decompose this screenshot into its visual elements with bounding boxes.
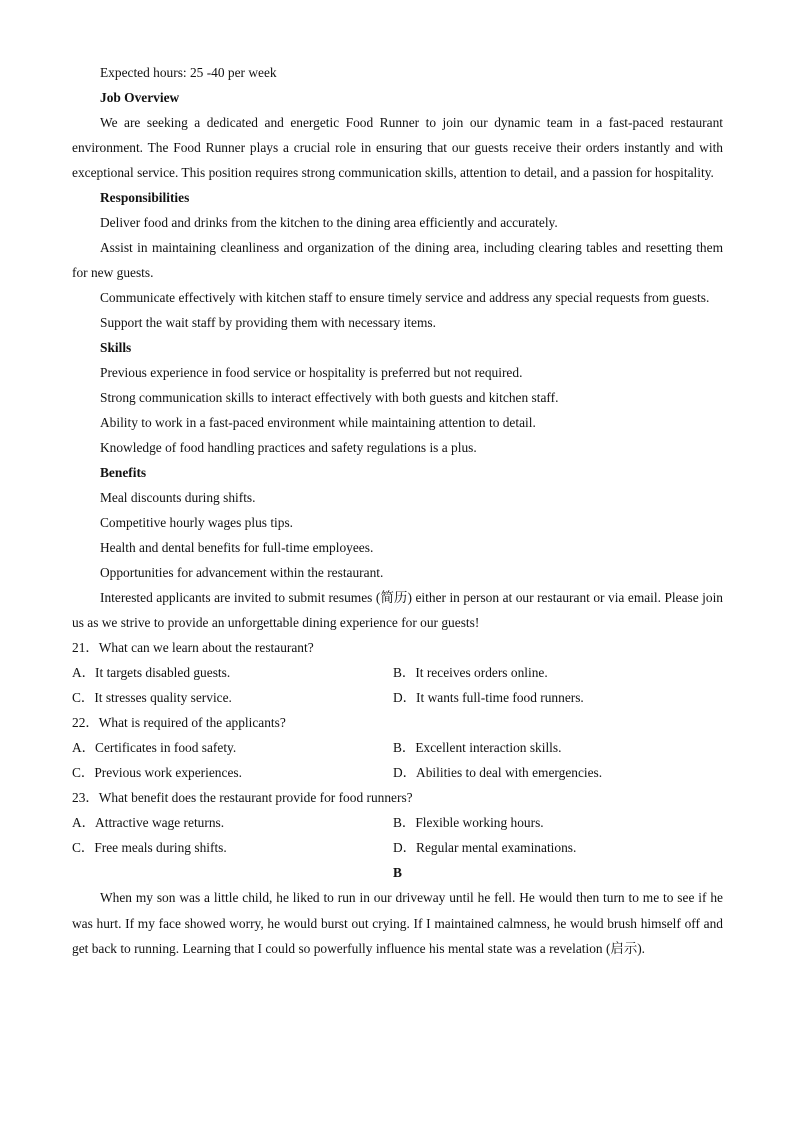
option-b: B．It receives orders online.: [393, 665, 548, 680]
option-c: C．Previous work experiences.: [72, 765, 242, 780]
benefit-item: Competitive hourly wages plus tips.: [100, 515, 294, 530]
option-d: D．Regular mental examinations.: [393, 840, 577, 855]
option-b: B．Excellent interaction skills.: [393, 740, 562, 755]
question-22-stem: 22．What is required of the applicants?: [72, 715, 286, 730]
question-21-stem: 21．What can we learn about the restaurant?: [72, 640, 314, 655]
question-23-options-row-2: [72, 835, 723, 860]
responsibility-item: Communicate effectively with kitchen staff to ensure timely service and address any special requests from guests.: [100, 290, 710, 305]
closing-paragraph: Interested applicants are invited to submit resumes (简历) either in person at our restaurant or via email. Please join us as we strive to provide an unforgettable dining experience for our guests!: [72, 590, 723, 630]
option-a: A．It targets disabled guests.: [72, 665, 231, 680]
option-d: D．It wants full-time food runners.: [393, 690, 584, 705]
exam-page: [72, 60, 723, 962]
responsibility-item: Deliver food and drinks from the kitchen to the dining area efficiently and accurately.: [100, 215, 558, 230]
responsibility-item: Support the wait staff by providing them with necessary items.: [100, 315, 436, 330]
option-d: D．Abilities to deal with emergencies.: [393, 765, 603, 780]
question-23-stem: 23．What benefit does the restaurant provide for food runners?: [72, 790, 413, 805]
question-22-options-row-2: [72, 760, 723, 785]
option-a: A．Certificates in food safety.: [72, 740, 237, 755]
skill-item: Knowledge of food handling practices and safety regulations is a plus.: [100, 440, 477, 455]
skill-item: Ability to work in a fast-paced environment while maintaining attention to detail.: [100, 415, 536, 430]
skill-item: Strong communication skills to interact effectively with both guests and kitchen staff.: [100, 390, 559, 405]
expected-hours: Expected hours: 25 -40 per week: [100, 65, 277, 80]
skills-heading: Skills: [100, 340, 132, 355]
question-21-options-row-2: [72, 685, 723, 710]
responsibilities-heading: Responsibilities: [100, 190, 190, 205]
option-b: B．Flexible working hours.: [393, 815, 544, 830]
benefits-heading: Benefits: [100, 465, 147, 480]
question-21-options-row-1: [72, 660, 723, 685]
benefit-item: Meal discounts during shifts.: [100, 490, 256, 505]
question-23-options-row-1: [72, 810, 723, 835]
skill-item: Previous experience in food service or hospitality is preferred but not required.: [100, 365, 523, 380]
job-overview-heading: Job Overview: [100, 90, 180, 105]
option-a: A．Attractive wage returns.: [72, 815, 225, 830]
option-c: C．Free meals during shifts.: [72, 840, 227, 855]
passage-b-text: When my son was a little child, he liked to run in our driveway until he fell. He would then turn to me to see if he was hurt. If my face showed worry, he would burst out crying. If I maintained calmness, he would brush himself off and get back to running. Learning that I could so powerfully influence his mental state was a revelation (启示).: [72, 890, 723, 956]
option-c: C．It stresses quality service.: [72, 690, 232, 705]
benefit-item: Health and dental benefits for full-time employees.: [100, 540, 374, 555]
responsibility-item: Assist in maintaining cleanliness and organization of the dining area, including clearing tables and resetting them for new guests.: [72, 240, 723, 280]
job-overview-text: We are seeking a dedicated and energetic Food Runner to join our dynamic team in a fast-paced restaurant environment. The Food Runner plays a crucial role in ensuring that our guests receive their orders instantly and with exceptional service. This position requires strong communication skills, attention to detail, and a passion for hospitality.: [72, 115, 723, 180]
benefit-item: Opportunities for advancement within the restaurant.: [100, 565, 384, 580]
question-22-options-row-1: [72, 735, 723, 760]
passage-b-label: B: [393, 865, 402, 880]
